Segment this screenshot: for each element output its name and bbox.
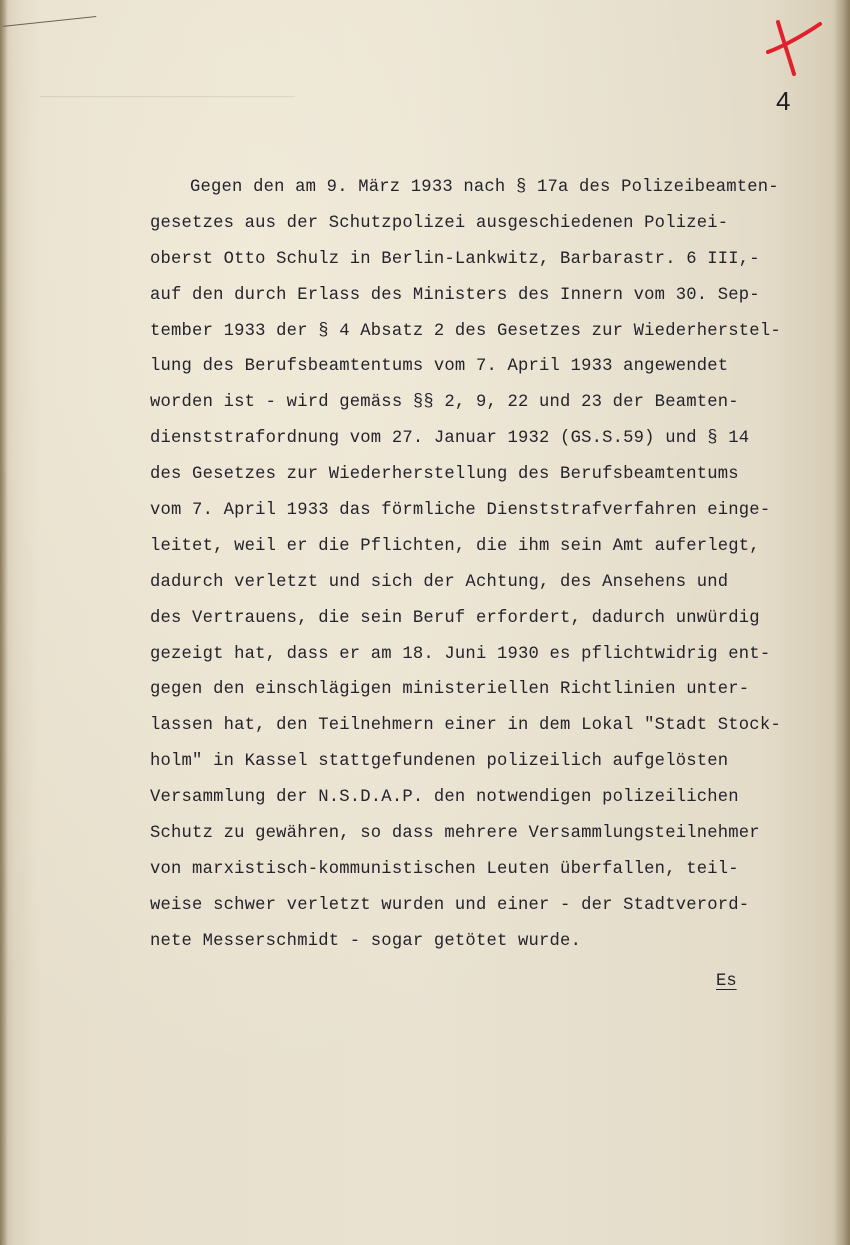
text-line: des Vertrauens, die sein Beruf erfordert, dadurch unwürdig <box>150 608 760 628</box>
page-left-edge <box>0 0 8 1245</box>
text-line: dadurch verletzt und sich der Achtung, des Ansehens und <box>150 572 729 592</box>
bleed-through-decoration: ──────────────────── <box>40 86 296 106</box>
red-x-mark-icon <box>764 16 824 76</box>
text-line: Versammlung der N.S.D.A.P. den notwendigen polizeilichen <box>150 788 739 808</box>
text-line: vom 7. April 1933 das förmliche Dienststrafverfahren einge- <box>150 501 771 521</box>
text-line: gezeigt hat, dass er am 18. Juni 1930 es pflichtwidrig ent- <box>150 644 771 664</box>
text-line: dienststrafordnung vom 27. Januar 1932 (GS.S.59) und § 14 <box>150 429 750 449</box>
page-number: 4 <box>776 86 791 116</box>
text-line: gegen den einschlägigen ministeriellen Richtlinien unter- <box>150 680 750 700</box>
corner-annotation <box>0 0 96 27</box>
text-line: gesetzes aus der Schutzpolizei ausgeschiedenen Polizei- <box>150 213 729 233</box>
text-line: tember 1933 der § 4 Absatz 2 des Gesetzes zur Wiederherstel- <box>150 321 781 341</box>
text-line: weise schwer verletzt wurden und einer - der Stadtverord- <box>150 895 750 915</box>
text-line: oberst Otto Schulz in Berlin-Lankwitz, Barbarastr. 6 III,- <box>150 249 760 269</box>
text-line: worden ist - wird gemäss §§ 2, 9, 22 und 23 der Beamten- <box>150 393 739 413</box>
text-line: auf den durch Erlass des Ministers des Innern vom 30. Sep- <box>150 285 760 305</box>
text-line: lassen hat, den Teilnehmern einer in dem Lokal "Stadt Stock- <box>150 716 781 736</box>
text-line: Gegen den am 9. März 1933 nach § 17a des Polizeibeamten- <box>190 178 779 197</box>
catchword: Es <box>716 972 737 991</box>
page-right-edge <box>834 0 850 1245</box>
text-line: von marxistisch-kommunistischen Leuten überfallen, teil- <box>150 859 739 879</box>
typed-body-text <box>150 170 830 960</box>
text-line: Schutz zu gewähren, so dass mehrere Versammlungsteilnehmer <box>150 824 760 844</box>
text-line: des Gesetzes zur Wiederherstellung des Berufsbeamtentums <box>150 465 739 485</box>
text-line: lung des Berufsbeamtentums vom 7. April 1933 angewendet <box>150 357 729 377</box>
text-line: leitet, weil er die Pflichten, die ihm sein Amt auferlegt, <box>150 536 760 556</box>
text-line: nete Messerschmidt - sogar getötet wurde. <box>150 931 582 951</box>
text-line: holm" in Kassel stattgefundenen polizeilich aufgelösten <box>150 752 729 772</box>
